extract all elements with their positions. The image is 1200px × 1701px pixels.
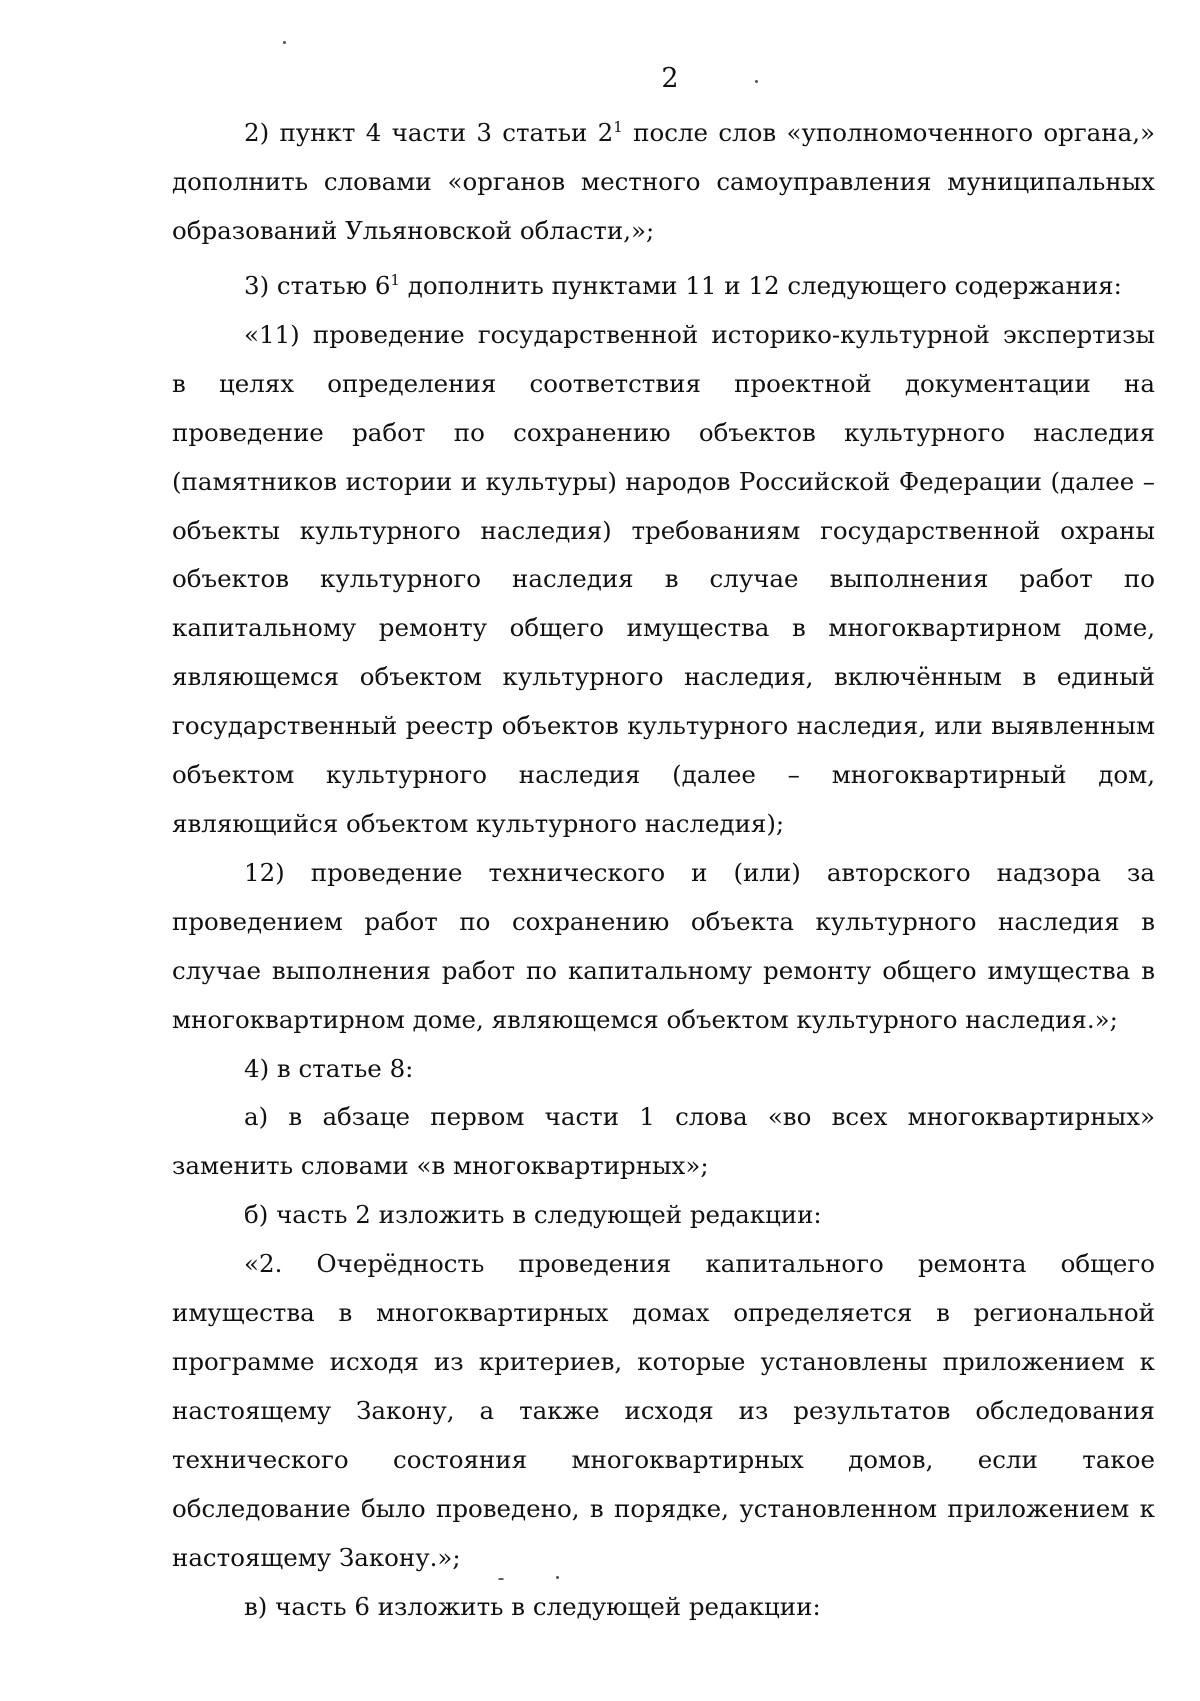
scan-speck — [283, 41, 286, 44]
paragraph-item-3 — [172, 256, 1155, 311]
paragraph-text: дополнить пунктами 11 и 12 следующего содержания: — [399, 271, 1122, 301]
paragraph-part-2: «2. Очерёдность проведения капитального ремонта общего имущества в многоквартирных домах определяется в региональной программе исходя из критериев, которые установлены приложением к настоящему Закону, а также исходя из результатов обследования технического состояния многоквартирных домов, если такое обследование было проведено, в порядке, установленном приложением к настоящему Закону.»; — [172, 1249, 1155, 1572]
paragraph-subitem-b: б) часть 2 изложить в следующей редакции: — [244, 1200, 822, 1230]
paragraph-text: 2) пункт 4 части 3 статьи 2 — [244, 118, 614, 148]
document-body — [172, 103, 1155, 1631]
paragraph-subitem-v: в) часть 6 изложить в следующей редакции: — [244, 1591, 821, 1621]
paragraph-item-4: 4) в статье 8: — [244, 1053, 414, 1083]
scan-speck — [498, 1578, 504, 1580]
paragraph-text: после слов «уполномоченного органа,» дополнить словами «органов местного самоуправления муниципальных образований Ульяновской области,»; — [172, 118, 1156, 245]
paragraph-text: 3) статью 6 — [244, 271, 391, 301]
superscript: 1 — [390, 270, 400, 289]
page-number: 2 — [661, 63, 679, 94]
paragraph-clause-11: «11) проведение государственной историко-культурной экспертизы в целях определения соответствия проектной документации на проведение работ по сохранению объектов культурного наследия (памятников истории и культуры) народов Российской Федерации (далее – объекты культурного наследия) требованиям государственной охраны объектов культурного наследия в случае выполнения работ по капитальному ремонту общего имущества в многоквартирном доме, являющемся объектом культурного наследия, включённым в единый государственный реестр объектов культурного наследия, или выявленным объектом культурного наследия (далее – многоквартирный дом, являющийся объектом культурного наследия); — [172, 319, 1155, 838]
scan-speck — [755, 80, 758, 83]
paragraph-clause-12: 12) проведение технического и (или) авторского надзора за проведением работ по сохранению объекта культурного наследия в случае выполнения работ по капитальному ремонту общего имущества в многоквартирном доме, являющемся объектом культурного наследия.»; — [172, 857, 1155, 1034]
superscript: 1 — [613, 118, 623, 136]
paragraph-item-2 — [172, 103, 1155, 256]
scan-speck — [556, 1576, 559, 1579]
paragraph-subitem-a: а) в абзаце первом части 1 слова «во всех многоквартирных» заменить словами «в многоквартирных»; — [172, 1102, 1155, 1181]
